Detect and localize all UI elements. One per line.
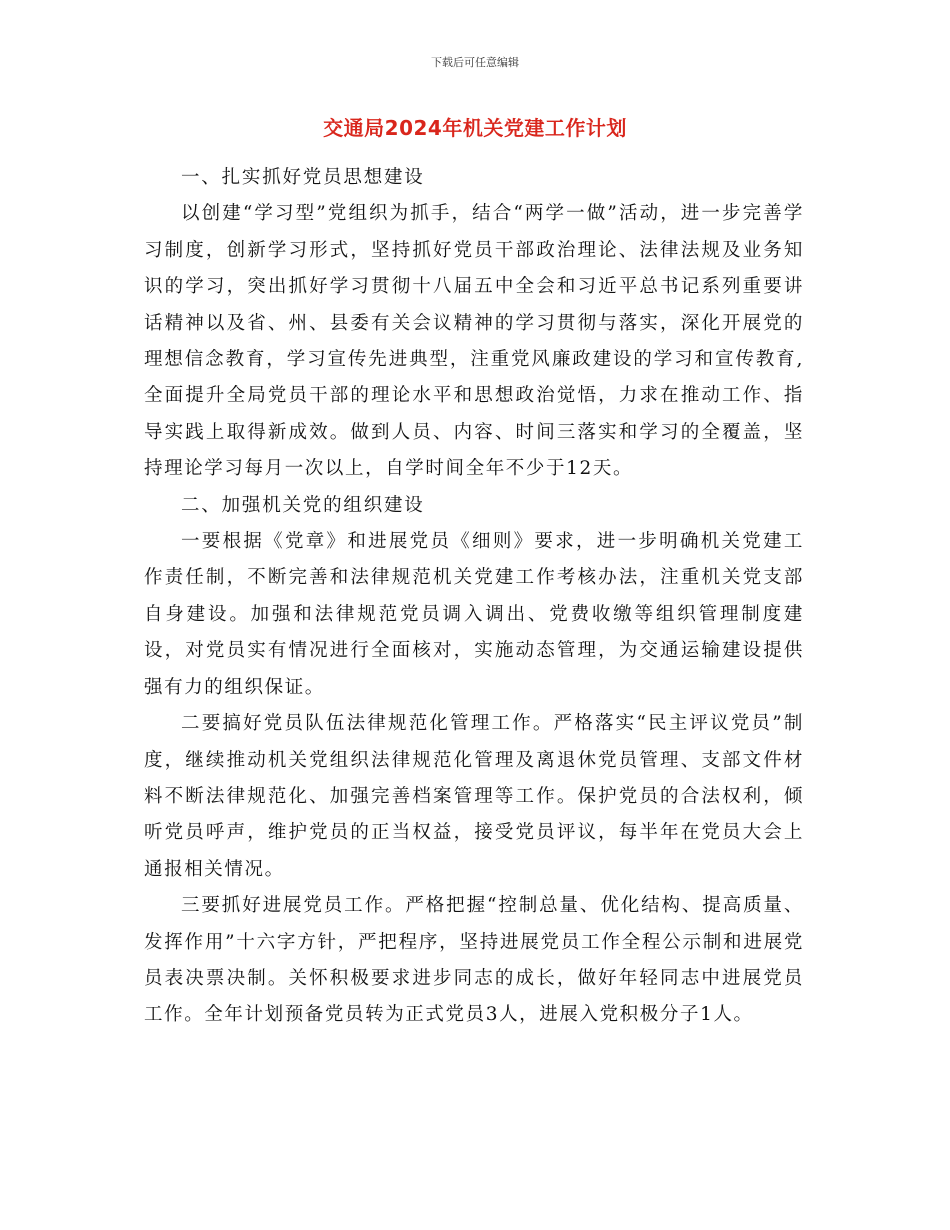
paragraph-2: 一要根据《党章》和进展党员《细则》要求，进一步明确机关党建工作责任制，不断完善和法律规范机关党建工作考核办法，注重机关党支部自身建设。加强和法律规范党员调入调出、党费收缴等组织管理制度建设，对党员实有情况进行全面核对，实施动态管理，为交通运输建设提供强有力的组织保证。 <box>144 531 804 698</box>
paragraph-3: 二要搞好党员队伍法律规范化管理工作。严格落实“民主评议党员”制度，继续推动机关党组织法律规范化管理及离退休党员管理、支部文件材料不断法律规范化、加强完善档案管理等工作。保护党员的合法权利，倾听党员呼声，维护党员的正当权益，接受党员评议，每半年在党员大会上通报相关情况。 <box>144 713 804 880</box>
document-body <box>144 160 804 1034</box>
paragraph-1: 以创建“学习型”党组织为抓手，结合“两学一做”活动，进一步完善学习制度，创新学习形式，坚持抓好党员干部政治理论、法律法规及业务知识的学习，突出抓好学习贯彻十八届五中全会和习近平总书记系列重要讲话精神以及省、州、县委有关会议精神的学习贯彻与落实，深化开展党的理想信念教育，学习宣传先进典型，注重党风廉政建设的学习和宣传教育,全面提升全局党员干部的理论水平和思想政治觉悟，力求在推动工作、指导实践上取得新成效。做到人员、内容、时间三落实和学习的全覆盖，坚持理论学习每月一次以上，自学时间全年不少于12天。 <box>144 203 804 480</box>
section-heading-1: 一、扎实抓好党员思想建设 <box>181 167 425 188</box>
document-title: 交通局2024年机关党建工作计划 <box>323 116 627 140</box>
section-heading-2: 二、加强机关党的组织建设 <box>181 494 425 516</box>
paragraph-4: 三要抓好进展党员工作。严格把握“控制总量、优化结构、提高质量、发挥作用”十六字方针，严把程序，坚持进展党员工作全程公示制和进展党员表决票决制。关怀积极要求进步同志的成长，做好年轻同志中进展党员工作。全年计划预备党员转为正式党员3人，进展入党积极分子1人。 <box>144 895 804 1026</box>
header-note: 下载后可任意编辑 <box>431 56 519 69</box>
